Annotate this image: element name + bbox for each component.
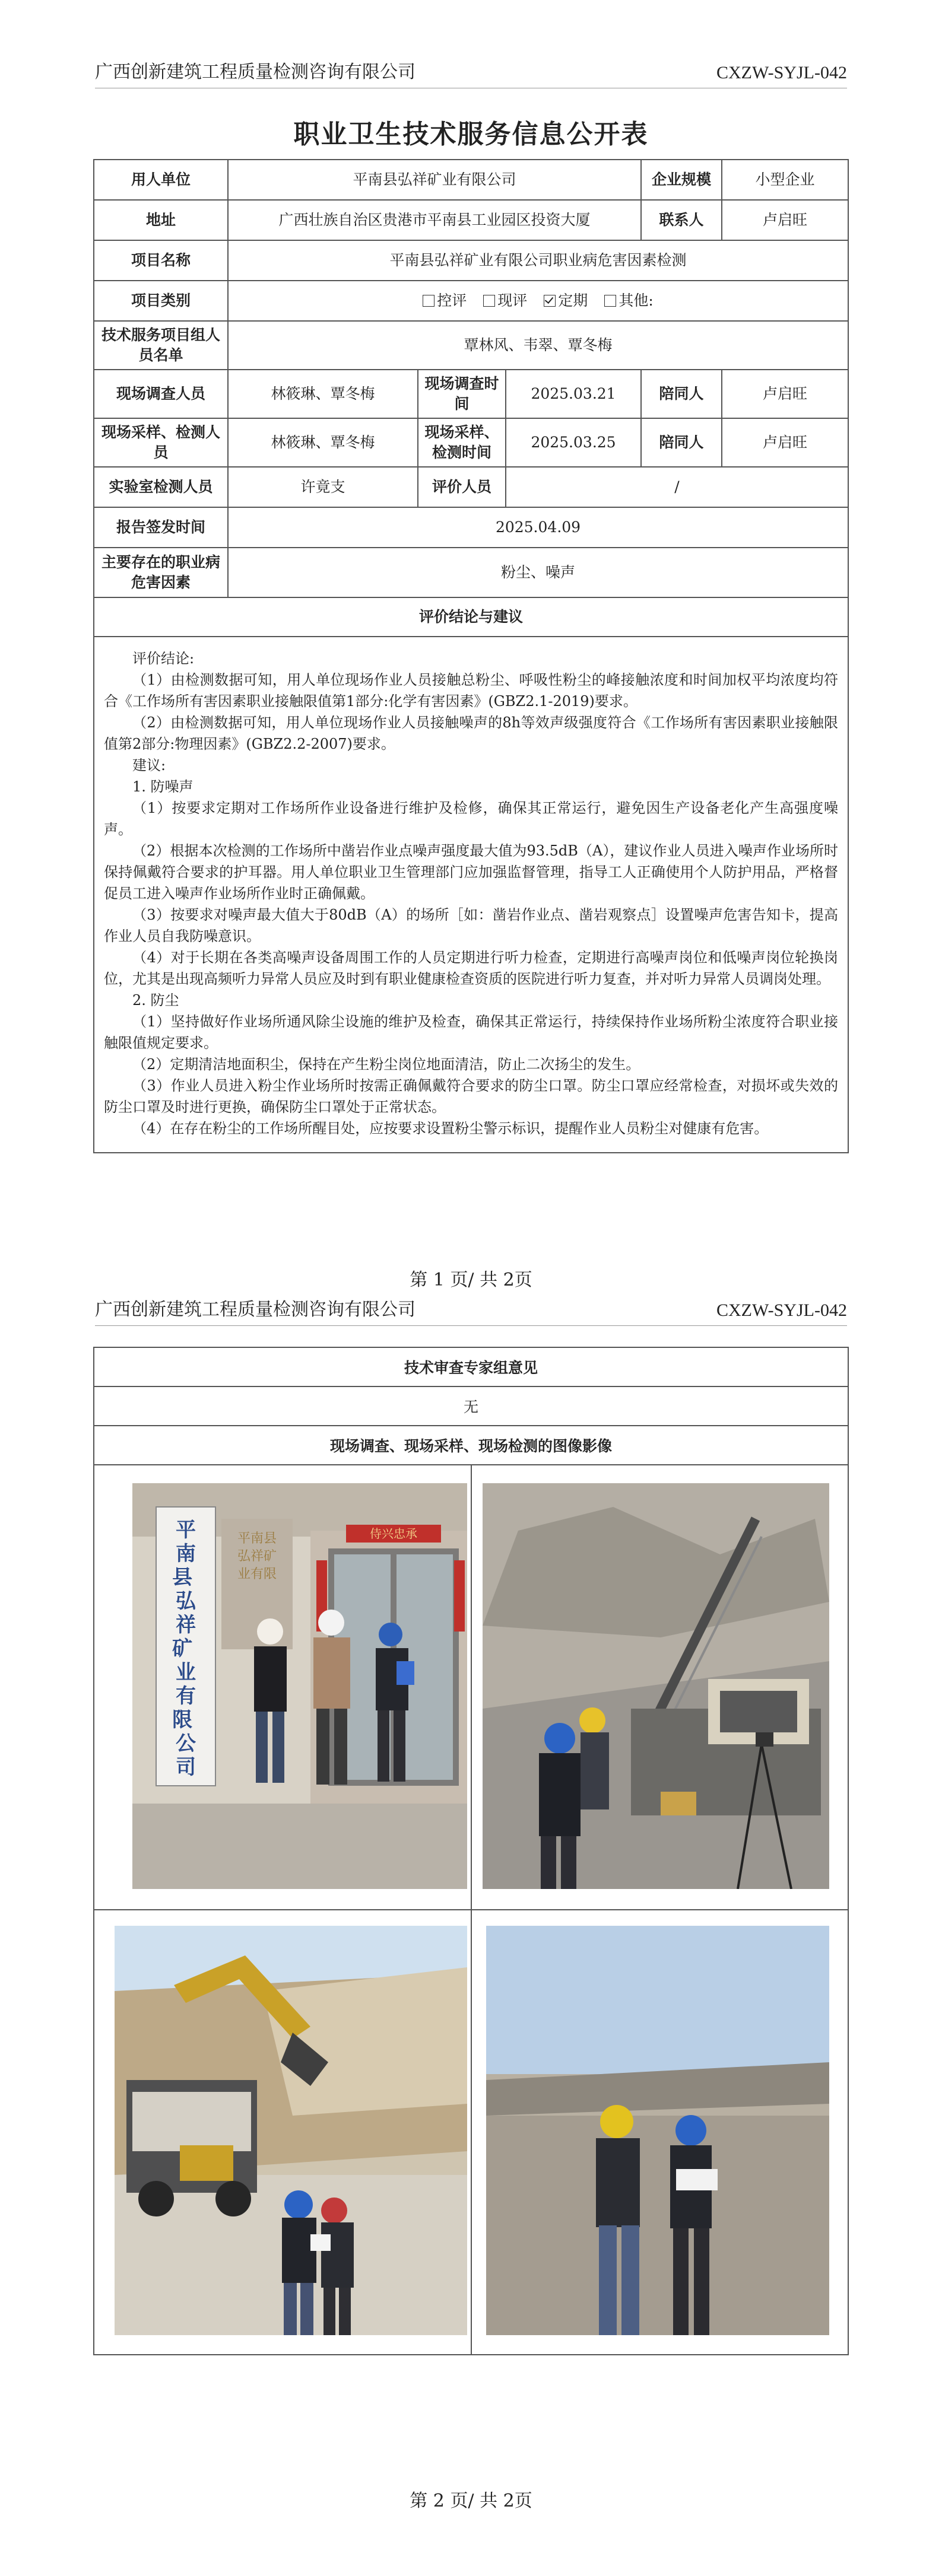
header-company: 广西创新建筑工程质量检测咨询有限公司 bbox=[95, 62, 416, 82]
header-company: 广西创新建筑工程质量检测咨询有限公司 bbox=[95, 1299, 416, 1320]
suggestion-heading: 建议: bbox=[132, 757, 166, 774]
photo-cell-excavator bbox=[94, 1910, 471, 2355]
employer-label: 用人单位 bbox=[94, 160, 228, 200]
row-photos-2 bbox=[94, 1910, 848, 2355]
row-sampling bbox=[94, 418, 848, 467]
checked-checkbox-icon bbox=[544, 295, 556, 307]
lab-staff-label: 实验室检测人员 bbox=[94, 467, 228, 507]
employer-value: 平南县弘祥矿业有限公司 bbox=[228, 160, 641, 200]
row-lab bbox=[94, 467, 848, 507]
expert-table bbox=[93, 1347, 849, 2355]
survey-escort-value: 卢启旺 bbox=[722, 370, 848, 418]
category-options bbox=[228, 281, 848, 321]
lab-staff-value: 许竟支 bbox=[228, 467, 418, 507]
category-option-periodic[interactable]: 定期 bbox=[544, 292, 588, 309]
suggestion-paragraph: （3）作业人员进入粉尘作业场所时按需正确佩戴符合要求的防尘口罩。防尘口罩应经常检查，对损坏或失效的防尘口罩及时进行更换，确保防尘口罩处于正常状态。 bbox=[104, 1077, 839, 1115]
suggestion-paragraph: （4）对于长期在各类高噪声设备周围工作的人员定期进行听力检查，定期进行高噪声岗位和低噪声岗位轮换岗位，尤其是出现高频听力异常人员应及时到有职业健康检查资质的医院进行听力复查，并对听力异常人员调岗处理。 bbox=[104, 949, 839, 987]
drilling-photo-image bbox=[483, 1483, 829, 1889]
page-header bbox=[95, 59, 847, 83]
row-photos-1 bbox=[94, 1465, 848, 1910]
evaluator-value: / bbox=[506, 467, 848, 507]
checkbox-icon bbox=[483, 295, 495, 307]
address-label: 地址 bbox=[94, 200, 228, 240]
suggestion-paragraph: （1）坚持做好作业场所通风除尘设施的维护及检查，确保其正常运行，持续保持作业场所粉尘浓度符合职业接触限值规定要求。 bbox=[104, 1013, 839, 1051]
sampling-escort-value: 卢启旺 bbox=[722, 418, 848, 467]
survey-staff-label: 现场调查人员 bbox=[94, 370, 228, 418]
report-date-value: 2025.04.09 bbox=[228, 507, 848, 548]
expert-opinion: 无 bbox=[94, 1386, 848, 1426]
conclusion-section-title: 评价结论与建议 bbox=[94, 597, 848, 637]
row-category bbox=[94, 281, 848, 321]
suggestion-paragraph: （3）按要求对噪声最大值大于80dB（A）的场所［如：凿岩作业点、凿岩观察点］设置噪声危害告知卡，提高作业人员自我防噪意识。 bbox=[104, 907, 839, 944]
survey-time-label: 现场调查时间 bbox=[418, 370, 506, 418]
excavator-photo-image bbox=[115, 1926, 467, 2335]
document-title: 职业卫生技术服务信息公开表 bbox=[293, 119, 649, 150]
row-conclusion-body bbox=[94, 637, 848, 1153]
photo-drilling-site bbox=[483, 1483, 829, 1889]
survey-staff-value: 林筱琳、覃冬梅 bbox=[228, 370, 418, 418]
images-section-title: 现场调查、现场采样、现场检测的图像影像 bbox=[94, 1426, 848, 1465]
entrance-photo-image bbox=[132, 1483, 467, 1889]
contact-label: 联系人 bbox=[641, 200, 722, 240]
hazards-value: 粉尘、噪声 bbox=[228, 548, 848, 597]
page-1-footer: 第 1 页/ 共 2页 bbox=[410, 1270, 532, 1290]
sampling-staff-label: 现场采样、检测人员 bbox=[94, 418, 228, 467]
row-conclusion-heading bbox=[94, 597, 848, 637]
header-divider bbox=[95, 1325, 847, 1326]
suggestion-paragraph: （2）定期清洁地面积尘，保持在产生粉尘岗位地面清洁，防止二次扬尘的发生。 bbox=[132, 1056, 640, 1073]
row-expert-title bbox=[94, 1347, 848, 1386]
photo-company-entrance bbox=[132, 1483, 467, 1889]
hazards-label: 主要存在的职业病危害因素 bbox=[94, 548, 228, 597]
photo-excavator-site bbox=[115, 1926, 467, 2335]
page-header bbox=[95, 1297, 847, 1321]
survey-time-value: 2025.03.21 bbox=[506, 370, 641, 418]
sampling-escort-label: 陪同人 bbox=[641, 418, 722, 467]
photo-cell-drilling bbox=[471, 1465, 848, 1910]
row-expert-opinion bbox=[94, 1386, 848, 1426]
category-option-control[interactable]: 控评 bbox=[423, 292, 467, 309]
checkbox-icon bbox=[604, 295, 616, 307]
scale-label: 企业规模 bbox=[641, 160, 722, 200]
suggestion-paragraph: （4）在存在粉尘的工作场所醒目处，应按要求设置粉尘警示标识，提醒作业人员粉尘对健康有危害。 bbox=[132, 1120, 769, 1137]
row-report-date bbox=[94, 507, 848, 548]
project-name-value: 平南县弘祥矿业有限公司职业病危害因素检测 bbox=[228, 240, 848, 281]
sampling-time-label: 现场采样、检测时间 bbox=[418, 418, 506, 467]
contact-value: 卢启旺 bbox=[722, 200, 848, 240]
photo-cell-sampling bbox=[471, 1910, 848, 2355]
row-address bbox=[94, 200, 848, 240]
project-name-label: 项目名称 bbox=[94, 240, 228, 281]
category-option-other[interactable]: 其他: bbox=[604, 292, 653, 309]
conclusion-paragraph: （2）由检测数据可知，用人单位现场作业人员接触噪声的8h等效声级强度符合《工作场所有害因素职业接触限值第2部分:物理因素》(GBZ2.2-2007)要求。 bbox=[104, 714, 839, 752]
checkbox-icon bbox=[423, 295, 434, 307]
suggestion-subheading-dust: 2. 防尘 bbox=[132, 992, 179, 1009]
expert-section-title: 技术审查专家组意见 bbox=[94, 1347, 848, 1386]
row-project-name bbox=[94, 240, 848, 281]
team-value: 覃林风、韦翠、覃冬梅 bbox=[228, 321, 848, 370]
category-option-current[interactable]: 现评 bbox=[483, 292, 527, 309]
conclusion-paragraph: （1）由检测数据可知，用人单位现场作业人员接触总粉尘、呼吸性粉尘的峰接触浓度和时间加权平均浓度均符合《工作场所有害因素职业接触限值第1部分:化学有害因素》(GBZ2.1-2019)要求。 bbox=[104, 672, 839, 710]
row-survey bbox=[94, 370, 848, 418]
evaluator-label: 评价人员 bbox=[418, 467, 506, 507]
photo-field-sampling bbox=[486, 1926, 829, 2335]
page-2 bbox=[0, 1281, 942, 2576]
suggestion-subheading-noise: 1. 防噪声 bbox=[132, 778, 194, 795]
svg-text:平南县弘祥矿业有限: 平南县弘祥矿业有限 bbox=[237, 1531, 277, 1582]
row-team bbox=[94, 321, 848, 370]
sampling-staff-value: 林筱琳、覃冬梅 bbox=[228, 418, 418, 467]
category-label: 项目类别 bbox=[94, 281, 228, 321]
conclusion-paragraph: 评价结论: bbox=[132, 650, 195, 667]
company-sign-text: 平南县 弘祥矿 业有限 公司 bbox=[172, 1518, 196, 1779]
photo-cell-entrance bbox=[94, 1465, 471, 1910]
address-value: 广西壮族自治区贵港市平南县工业园区投资大厦 bbox=[228, 200, 641, 240]
suggestion-paragraph: （2）根据本次检测的工作场所中凿岩作业点噪声强度最大值为93.5dB（A），建议作业人员进入噪声作业场所时保持佩戴符合要求的护耳器。用人单位职业卫生管理部门应加强监督管理，指导工人正确使用个人防护用品，严格督促员工进入噪声作业场所作业时正确佩戴。 bbox=[104, 842, 839, 902]
conclusion-body bbox=[94, 637, 848, 1153]
info-table bbox=[93, 159, 849, 1153]
svg-text:侍兴忠承: 侍兴忠承 bbox=[370, 1526, 417, 1541]
header-doc-code: CXZW-SYJL-042 bbox=[716, 63, 847, 82]
row-hazards bbox=[94, 548, 848, 597]
team-label: 技术服务项目组人员名单 bbox=[94, 321, 228, 370]
page-2-footer: 第 2 页/ 共 2页 bbox=[410, 2491, 532, 2511]
scale-value: 小型企业 bbox=[722, 160, 848, 200]
sampling-photo-image bbox=[486, 1926, 829, 2335]
header-doc-code: CXZW-SYJL-042 bbox=[716, 1300, 847, 1320]
row-images-title bbox=[94, 1426, 848, 1465]
suggestion-paragraph: （1）按要求定期对工作场所作业设备进行维护及检修，确保其正常运行，避免因生产设备老化产生高强度噪声。 bbox=[104, 800, 839, 838]
report-date-label: 报告签发时间 bbox=[94, 507, 228, 548]
survey-escort-label: 陪同人 bbox=[641, 370, 722, 418]
row-employer bbox=[94, 160, 848, 200]
sampling-time-value: 2025.03.25 bbox=[506, 418, 641, 467]
